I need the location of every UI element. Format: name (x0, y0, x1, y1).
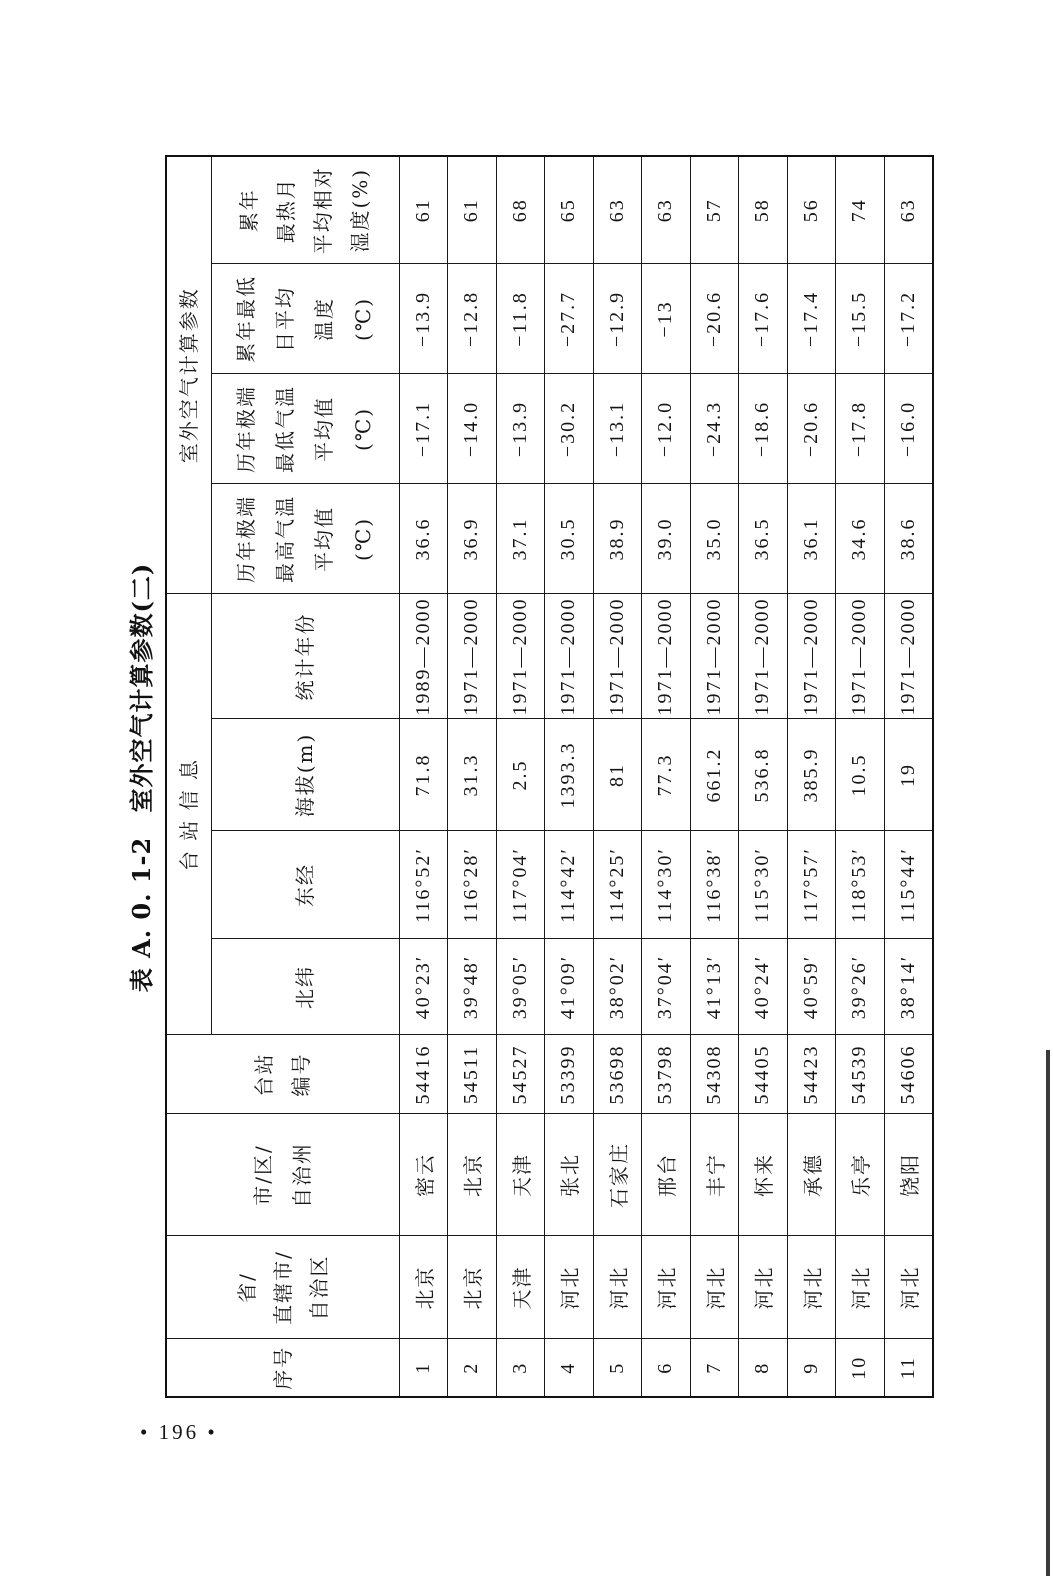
cell-lon: 117°04′ (496, 831, 545, 939)
cell-lat: 39°05′ (496, 939, 545, 1035)
cell-tmin: −17.1 (399, 374, 448, 484)
cell-city: 承德 (787, 1114, 836, 1236)
cell-alt: 31.3 (448, 719, 497, 831)
cell-lon: 115°30′ (739, 831, 788, 939)
cell-no: 9 (787, 1339, 836, 1397)
cell-tmax: 39.0 (642, 484, 691, 594)
cell-lon: 116°38′ (690, 831, 739, 939)
cell-tmin: −12.0 (642, 374, 691, 484)
cell-no: 2 (448, 1339, 497, 1397)
cell-lon: 114°25′ (593, 831, 642, 939)
cell-no: 4 (545, 1339, 594, 1397)
cell-years: 1971—2000 (836, 594, 885, 719)
table-row (545, 156, 594, 1397)
rotated-table-content (118, 155, 936, 1400)
table-row (593, 156, 642, 1397)
table-number: 表 A. 0. 1-2 (127, 836, 156, 993)
table-row (399, 156, 448, 1397)
header-tmin-line: 最低气温 (273, 384, 297, 473)
cell-station-id: 54423 (787, 1035, 836, 1114)
header-tmin-line: (℃) (351, 407, 375, 451)
cell-city: 密云 (399, 1114, 448, 1236)
cell-rh: 56 (787, 156, 836, 264)
cell-years: 1971—2000 (787, 594, 836, 719)
cell-lat: 39°26′ (836, 939, 885, 1035)
cell-lat: 38°02′ (593, 939, 642, 1035)
cell-province: 河北 (884, 1236, 933, 1339)
cell-alt: 385.9 (787, 719, 836, 831)
cell-tmax: 37.1 (496, 484, 545, 594)
cell-tday: −12.8 (448, 264, 497, 374)
cell-rh: 58 (739, 156, 788, 264)
header-province (166, 1236, 399, 1339)
cell-province: 河北 (690, 1236, 739, 1339)
cell-tday: −15.5 (836, 264, 885, 374)
cell-station-id: 53698 (593, 1035, 642, 1114)
cell-alt: 77.3 (642, 719, 691, 831)
cell-alt: 536.8 (739, 719, 788, 831)
header-station-id-line: 台站 (251, 1052, 276, 1097)
header-latitude: 北纬 (211, 939, 399, 1035)
cell-no: 1 (399, 1339, 448, 1397)
table-row (787, 156, 836, 1397)
cell-alt: 19 (884, 719, 933, 831)
header-years: 统计年份 (211, 594, 399, 719)
cell-station-id: 54539 (836, 1035, 885, 1114)
cell-rh: 63 (593, 156, 642, 264)
cell-alt: 661.2 (690, 719, 739, 831)
header-tmax-line: 平均值 (312, 505, 336, 572)
cell-years: 1971—2000 (448, 594, 497, 719)
cell-tmax: 30.5 (545, 484, 594, 594)
cell-tmin: −13.1 (593, 374, 642, 484)
cell-city: 张北 (545, 1114, 594, 1236)
cell-no: 7 (690, 1339, 739, 1397)
cell-lon: 118°53′ (836, 831, 885, 939)
table-header (166, 156, 399, 1397)
header-altitude: 海拔(m) (211, 719, 399, 831)
cell-city: 邢台 (642, 1114, 691, 1236)
cell-tday: −13.9 (399, 264, 448, 374)
cell-city: 天津 (496, 1114, 545, 1236)
header-tday (211, 264, 399, 374)
cell-city: 怀来 (739, 1114, 788, 1236)
header-rh-line: 累年 (237, 188, 261, 233)
cell-lat: 39°48′ (448, 939, 497, 1035)
header-tmin-line: 平均值 (312, 395, 336, 462)
cell-tmax: 36.9 (448, 484, 497, 594)
cell-lon: 116°52′ (399, 831, 448, 939)
header-tmax (211, 484, 399, 594)
cell-tmin: −17.8 (836, 374, 885, 484)
header-province-line: 自治区 (306, 1254, 331, 1321)
cell-tmax: 38.9 (593, 484, 642, 594)
cell-station-id: 54308 (690, 1035, 739, 1114)
cell-tmin: −30.2 (545, 374, 594, 484)
cell-tmax: 35.0 (690, 484, 739, 594)
cell-alt: 10.5 (836, 719, 885, 831)
cell-tmax: 34.6 (836, 484, 885, 594)
cell-tday: −12.9 (593, 264, 642, 374)
cell-lon: 114°30′ (642, 831, 691, 939)
header-tmin-line: 历年极端 (234, 384, 258, 473)
cell-tday: −20.6 (690, 264, 739, 374)
page-number: • 196 • (140, 1420, 218, 1444)
cell-tday: −13 (642, 264, 691, 374)
cell-tmin: −24.3 (690, 374, 739, 484)
cell-no: 3 (496, 1339, 545, 1397)
table-row (448, 156, 497, 1397)
cell-tday: −17.6 (739, 264, 788, 374)
cell-tmax: 36.1 (787, 484, 836, 594)
header-tmax-line: 历年极端 (234, 494, 258, 583)
cell-no: 5 (593, 1339, 642, 1397)
cell-alt: 71.8 (399, 719, 448, 831)
cell-rh: 65 (545, 156, 594, 264)
header-relative-humidity (211, 156, 399, 264)
header-city-line: 市/区/ (250, 1144, 275, 1206)
cell-tmin: −16.0 (884, 374, 933, 484)
cell-alt: 2.5 (496, 719, 545, 831)
header-station-id-line: 编号 (288, 1052, 313, 1097)
cell-province: 河北 (642, 1236, 691, 1339)
cell-tmin: −18.6 (739, 374, 788, 484)
cell-years: 1971—2000 (739, 594, 788, 719)
cell-lat: 40°24′ (739, 939, 788, 1035)
cell-rh: 68 (496, 156, 545, 264)
cell-lat: 41°09′ (545, 939, 594, 1035)
cell-rh: 61 (399, 156, 448, 264)
cell-rh: 57 (690, 156, 739, 264)
cell-station-id: 54527 (496, 1035, 545, 1114)
cell-rh: 74 (836, 156, 885, 264)
cell-station-id: 54511 (448, 1035, 497, 1114)
table-row (739, 156, 788, 1397)
cell-years: 1971—2000 (593, 594, 642, 719)
cell-years: 1971—2000 (545, 594, 594, 719)
cell-lat: 37°04′ (642, 939, 691, 1035)
cell-station-id: 53399 (545, 1035, 594, 1114)
table-title (118, 157, 165, 1398)
header-tday-line: (℃) (351, 297, 375, 341)
cell-province: 河北 (787, 1236, 836, 1339)
cell-years: 1971—2000 (884, 594, 933, 719)
header-tmax-line: 最高气温 (273, 494, 297, 583)
cell-alt: 81 (593, 719, 642, 831)
header-rh-line: 湿度(%) (348, 167, 372, 253)
cell-province: 河北 (836, 1236, 885, 1339)
cell-no: 11 (884, 1339, 933, 1397)
header-group-station-info: 台 站 信 息 (166, 594, 211, 1035)
header-tday-line: 日平均 (273, 285, 297, 352)
header-rh-line: 最热月 (274, 177, 298, 244)
cell-years: 1971—2000 (690, 594, 739, 719)
table-row (884, 156, 933, 1397)
header-seq: 序号 (166, 1339, 399, 1397)
header-rh-line: 平均相对 (311, 166, 335, 255)
header-tmin (211, 374, 399, 484)
cell-tday: −27.7 (545, 264, 594, 374)
cell-province: 河北 (593, 1236, 642, 1339)
cell-lon: 114°42′ (545, 831, 594, 939)
cell-rh: 63 (642, 156, 691, 264)
cell-station-id: 54405 (739, 1035, 788, 1114)
header-longitude: 东经 (211, 831, 399, 939)
cell-lat: 40°23′ (399, 939, 448, 1035)
cell-rh: 61 (448, 156, 497, 264)
cell-tday: −17.2 (884, 264, 933, 374)
header-tday-line: 温度 (312, 296, 336, 341)
cell-no: 10 (836, 1339, 885, 1397)
header-tmax-line: (℃) (351, 517, 375, 561)
cell-station-id: 54606 (884, 1035, 933, 1114)
scan-edge-mark (1046, 1050, 1050, 1576)
header-province-line: 直辖市/ (270, 1250, 295, 1325)
cell-tmax: 38.6 (884, 484, 933, 594)
cell-lon: 116°28′ (448, 831, 497, 939)
cell-alt: 1393.3 (545, 719, 594, 831)
cell-tmin: −14.0 (448, 374, 497, 484)
cell-lat: 40°59′ (787, 939, 836, 1035)
outdoor-air-parameters-table (165, 155, 934, 1398)
cell-station-id: 54416 (399, 1035, 448, 1114)
header-province-line: 省/ (234, 1272, 259, 1303)
cell-province: 北京 (399, 1236, 448, 1339)
cell-city: 饶阳 (884, 1114, 933, 1236)
header-city (166, 1114, 399, 1236)
cell-tmax: 36.6 (399, 484, 448, 594)
cell-city: 丰宁 (690, 1114, 739, 1236)
table-row (690, 156, 739, 1397)
cell-city: 北京 (448, 1114, 497, 1236)
cell-tday: −11.8 (496, 264, 545, 374)
header-tday-line: 累年最低 (234, 274, 258, 363)
header-group-outdoor-params: 室外空气计算参数 (166, 156, 211, 594)
cell-no: 6 (642, 1339, 691, 1397)
cell-tmin: −20.6 (787, 374, 836, 484)
cell-lon: 117°57′ (787, 831, 836, 939)
cell-lat: 38°14′ (884, 939, 933, 1035)
header-city-line: 自治州 (289, 1142, 314, 1208)
cell-years: 1971—2000 (642, 594, 691, 719)
cell-lon: 115°44′ (884, 831, 933, 939)
header-station-id (166, 1035, 399, 1114)
cell-province: 天津 (496, 1236, 545, 1339)
cell-lat: 41°13′ (690, 939, 739, 1035)
cell-tday: −17.4 (787, 264, 836, 374)
table-row (642, 156, 691, 1397)
cell-province: 河北 (545, 1236, 594, 1339)
cell-city: 乐亭 (836, 1114, 885, 1236)
cell-station-id: 53798 (642, 1035, 691, 1114)
cell-years: 1989—2000 (399, 594, 448, 719)
cell-province: 北京 (448, 1236, 497, 1339)
table-body (399, 156, 933, 1397)
cell-province: 河北 (739, 1236, 788, 1339)
cell-tmax: 36.5 (739, 484, 788, 594)
table-row (496, 156, 545, 1397)
header-row-group (166, 156, 211, 1397)
cell-years: 1971—2000 (496, 594, 545, 719)
rotated-table-frame (118, 155, 936, 1400)
cell-no: 8 (739, 1339, 788, 1397)
cell-city: 石家庄 (593, 1114, 642, 1236)
table-row (836, 156, 885, 1397)
table-caption: 室外空气计算参数(二) (127, 562, 156, 813)
cell-rh: 63 (884, 156, 933, 264)
cell-tmin: −13.9 (496, 374, 545, 484)
